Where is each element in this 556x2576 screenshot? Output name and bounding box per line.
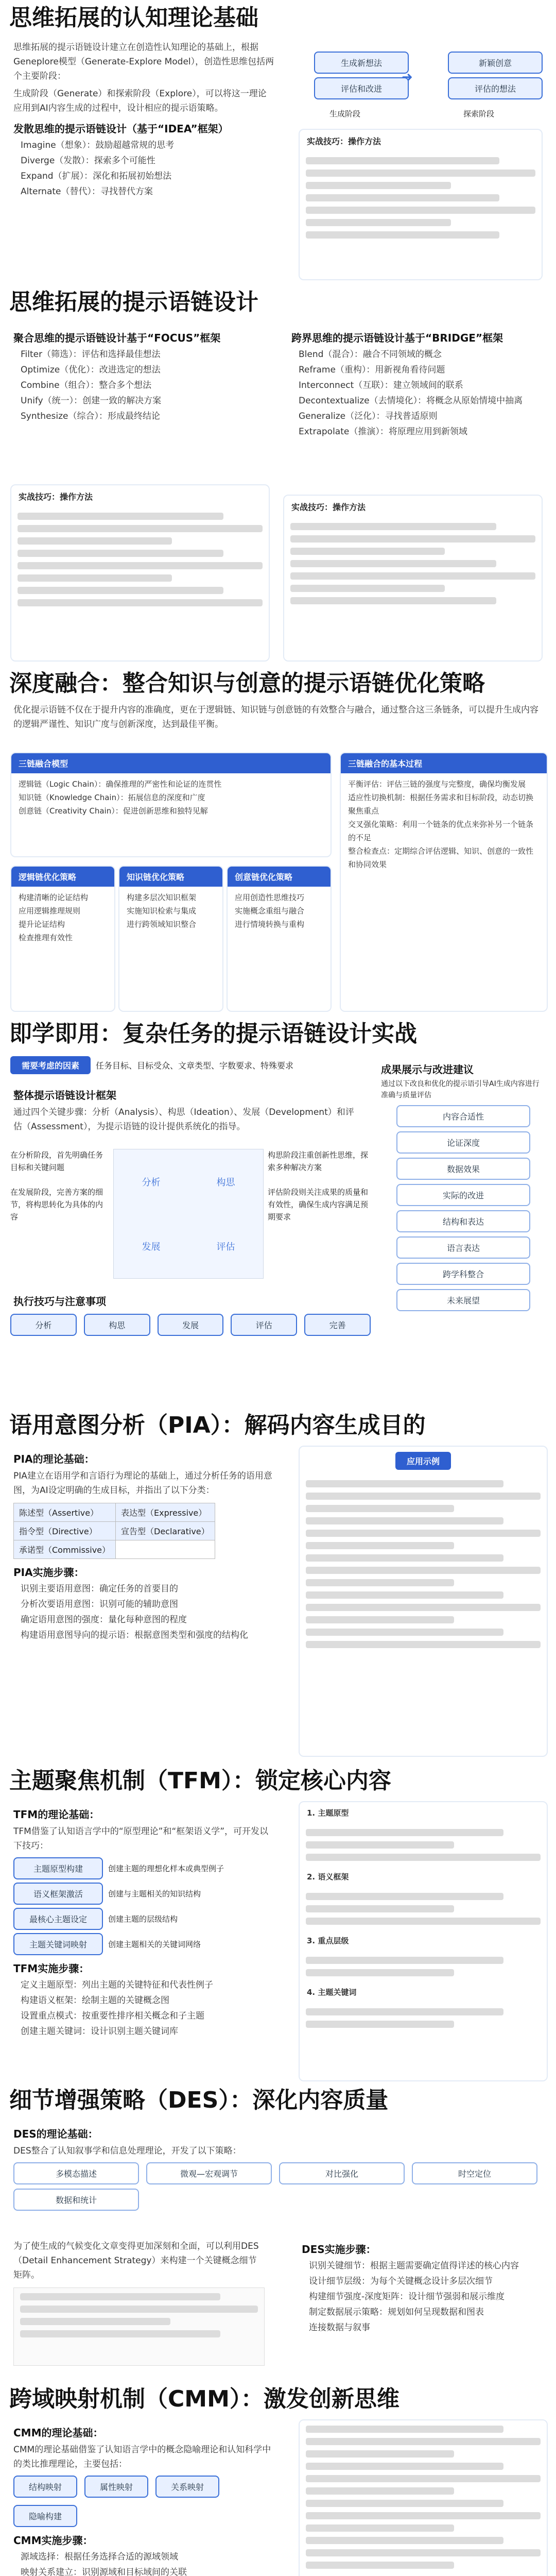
diagram-node: 评估的想法: [448, 77, 543, 99]
list-item: Decontextualize（去情境化）：将概念从原始情境中抽离: [299, 396, 523, 406]
card-header: 三链融合模型: [11, 753, 331, 773]
card-title: 实战技巧：操作方法: [291, 502, 366, 512]
paragraph: 生成阶段（Generate）和探索阶段（Explore），可以将这一理论应用到AI内容生成的过程中，设计相应的提示语策略。: [13, 89, 267, 113]
example-card: [299, 129, 543, 280]
example-card: [10, 484, 270, 662]
flow-step: 分析: [10, 1314, 77, 1336]
section-title: 深度融合：整合知识与创意的提示语链优化策略: [9, 670, 485, 697]
logic-strategy-card: [10, 866, 115, 1012]
strategy-box: 对比强化: [279, 2162, 405, 2184]
eval-item: 数据效果: [396, 1158, 530, 1180]
note-text: 构思阶段注重创新性思维，探索多种解决方案: [268, 1150, 369, 1172]
quadrant-diagram: [113, 1149, 264, 1279]
strategy-box: 微观—宏观调节: [146, 2162, 272, 2184]
eval-item: 内容合适性: [396, 1105, 530, 1127]
list-item: 源域选择：根据任务选择合适的源域领域: [21, 2552, 178, 2562]
strategy-box: 多模态描述: [13, 2162, 139, 2184]
list-item: Diverge（发散）：探索多个可能性: [21, 156, 155, 166]
section-tfm: [0, 1767, 556, 2087]
eval-item: 结构和表达: [396, 1210, 530, 1232]
card-header: 知识链优化策略: [119, 867, 222, 887]
factor-text: 任务目标、目标受众、文章类型、字数要求、特殊要求: [96, 1061, 294, 1071]
technique-label: 主题原型构建: [13, 1857, 103, 1879]
mapping-type: 隐喻构建: [13, 2505, 77, 2527]
list-item: Interconnect（互联）：建立领域间的联系: [299, 380, 463, 391]
list-item: 应用创造性思维技巧: [235, 893, 305, 902]
section-cognitive-theory: [0, 0, 556, 289]
subheading: PIA的理论基础：: [13, 1453, 95, 1465]
list-item: Unify（统一）：创建一致的解决方案: [21, 396, 162, 406]
table-cell: 宣告型（Declarative）: [116, 1522, 215, 1540]
mapping-type: 属性映射: [84, 2476, 148, 2498]
list-item: 设计细节层级：为每个关键概念设计多层次细节: [309, 2276, 493, 2286]
section-prompt-chain: [0, 289, 556, 670]
technique-desc: 创建与主题相关的知识结构: [108, 1889, 201, 1899]
technique-desc: 创建主题相关的关键词网络: [108, 1940, 201, 1949]
technique-desc: 创建主题的理想化样本或典型例子: [108, 1864, 224, 1873]
diagram-label: 探索阶段: [463, 109, 495, 118]
chain-model-card: [10, 752, 332, 857]
subheading: 执行技巧与注意事项: [13, 1295, 106, 1308]
list-item: 进行情境转换与重构: [235, 920, 305, 929]
technique-label: 最核心主题设定: [13, 1908, 103, 1930]
speech-act-table: [13, 1503, 215, 1559]
list-item: Reframe（重构）：用新视角看待问题: [299, 365, 445, 375]
list-item: 创意链（Creativity Chain）：促进创新思维和独特见解: [19, 806, 208, 816]
flow-step: 完善: [304, 1314, 371, 1336]
list-item: 逻辑链（Logic Chain）：确保推理的严密性和论证的连贯性: [19, 779, 222, 789]
list-item: 制定数据展示策略：规划如何呈现数据和图表: [309, 2307, 484, 2317]
list-item: 进行跨领域知识整合: [127, 920, 197, 929]
example-card: [299, 2419, 548, 2576]
technique-desc: 创建主题的层级结构: [108, 1914, 178, 1924]
example-card: [299, 1801, 548, 2081]
list-item: 整合检查点：定期综合评估逻辑、知识、创意的一致性和协同效果: [348, 846, 534, 869]
table-cell: [116, 1540, 215, 1559]
section-cmm: [0, 2385, 556, 2576]
section-pia: [0, 1412, 556, 1767]
example-heading: 2. 语义框架: [307, 1872, 349, 1882]
paragraph: 通过四个关键步骤：分析（Analysis）、构思（Ideation）、发展（Development）和评估（Assessment），为提示语链的设计提供系统化的指导。: [13, 1107, 354, 1132]
section-deep-fusion: [0, 670, 556, 1020]
subheading: TFM的理论基础：: [13, 1808, 100, 1821]
table-cell: 承诺型（Commissive）: [14, 1540, 116, 1559]
diagram-node: 评估和改进: [314, 77, 409, 99]
example-heading: 3. 重点层级: [307, 1936, 349, 1945]
note-text: 通过以下改良和优化的提示语引导AI生成内容进行准确与质量评估: [381, 1080, 540, 1099]
paragraph: PIA建立在语用学和言语行为理论的基础上，通过分析任务的语用意图，为AI设定明确的生成目标，并指出了以下分类：: [13, 1471, 272, 1496]
list-item: 分析次要语用意图：识别可能的辅助意图: [21, 1599, 178, 1609]
table-cell: 陈述型（Assertive）: [14, 1503, 116, 1522]
strategy-box: 时空定位: [412, 2162, 537, 2184]
quadrant: 评估: [188, 1214, 263, 1278]
flow-step: 评估: [231, 1314, 297, 1336]
example-card: [283, 495, 543, 662]
subheading: 成果展示与改进建议: [381, 1063, 474, 1076]
card-header: 逻辑链优化策略: [11, 867, 114, 887]
example-heading: 4. 主题关键词: [307, 1988, 357, 1997]
list-item: 确定语用意图的强度：量化每种意图的程度: [21, 1615, 187, 1625]
knowledge-strategy-card: [118, 866, 223, 1012]
table-cell: 指令型（Directive）: [14, 1522, 116, 1540]
arrow-right-icon: ➜: [402, 70, 413, 85]
note-text: 在发展阶段，完善方案的细节，将构思转化为具体的内容: [10, 1188, 103, 1222]
intro-text: 思维拓展的提示语链设计建立在创造性认知理论的基础上，根据Geneplore模型（Generate-Explore Model），创造性思维包括两个主要阶段：: [13, 42, 274, 81]
quadrant: 分析: [114, 1149, 189, 1214]
section-practice: [0, 1020, 556, 1412]
technique-label: 主题关键词映射: [13, 1933, 103, 1955]
flow-row: [10, 1314, 371, 1336]
technique-label: 语义框架激活: [13, 1883, 103, 1905]
list-item: 实施知识检索与集成: [127, 906, 197, 916]
list-item: Extrapolate（推演）：将原理应用到新领域: [299, 427, 467, 437]
example-pill: 应用示例: [395, 1452, 451, 1470]
note-text: 评估阶段则关注成果的质量和有效性，确保生成内容满足预期要求: [268, 1188, 369, 1222]
paragraph: CMM的理论基础借鉴了认知语言学中的概念隐喻理论和认知科学中的类比推理理论，主要包括：: [13, 2445, 271, 2469]
eval-item: 论证深度: [396, 1131, 530, 1154]
list-item: Synthesize（综合）：形成最终结论: [21, 411, 160, 421]
section-des: [0, 2087, 556, 2385]
list-item: 知识链（Knowledge Chain）：拓展信息的深度和广度: [19, 793, 205, 802]
list-item: Imagine（想象）：鼓励超越常规的思考: [21, 140, 175, 150]
list-item: 平衡评估：评估三链的强度与完整度，确保均衡发展: [348, 779, 526, 789]
list-item: 连接数据与叙事: [309, 2323, 370, 2333]
subheading: TFM实施步骤：: [13, 1962, 90, 1975]
example-heading: 1. 主题原型: [307, 1808, 349, 1818]
card-title: 实战技巧：操作方法: [19, 492, 93, 502]
note-text: 在分析阶段，首先明确任务目标和关键问题: [10, 1150, 103, 1172]
list-item: 交叉强化策略：利用一个链条的优点来弥补另一个链条的不足: [348, 820, 534, 842]
subheading: DES实施步骤：: [302, 2243, 376, 2256]
section-title: 思维拓展的提示语链设计: [9, 289, 258, 315]
factor-label: 需要考虑的因素: [10, 1056, 91, 1074]
intro-text: 优化提示语链不仅在于提升内容的准确度，更在于逻辑链、知识链与创意链的有效整合与融合，通过整合这三条链条，可以提升生成内容的逻辑严谨性、知识广度与创新深度，达到最佳平衡。: [13, 705, 538, 730]
list-item: 应用逻辑推理规则: [19, 906, 81, 916]
list-item: Alternate（替代）：寻找替代方案: [21, 187, 153, 197]
diagram-node: 生成新想法: [314, 52, 409, 74]
list-item: Generalize（泛化）：寻找普适原则: [299, 411, 438, 421]
subheading: DES的理论基础：: [13, 2128, 98, 2140]
section-title: 即学即用：复杂任务的提示语链设计实战: [9, 1021, 417, 1047]
list-item: 构建细节强度-深度矩阵：设计细节强弱和展示维度: [309, 2292, 505, 2302]
section-title: 主题聚焦机制（TFM）：锁定核心内容: [9, 1768, 391, 1794]
card-title: 实战技巧：操作方法: [307, 137, 381, 146]
card-header: 三链融合的基本过程: [341, 753, 547, 773]
eval-item: 跨学科整合: [396, 1263, 530, 1285]
list-item: 识别主要语用意图：确定任务的首要目的: [21, 1584, 178, 1594]
subheading: 聚合思维的提示语链设计基于“FOCUS”框架: [13, 332, 221, 344]
list-item: 检查推理有效性: [19, 933, 73, 942]
diagram-label: 生成阶段: [329, 109, 361, 118]
creativity-strategy-card: [227, 866, 332, 1012]
eval-item: 实际的改进: [396, 1184, 530, 1206]
paragraph: TFM借鉴了认知语言学中的“原型理论”和“框架语义学”，可开发以下技巧：: [13, 1826, 269, 1851]
section-title: 思维拓展的认知理论基础: [9, 5, 258, 31]
list-item: Combine（组合）：整合多个想法: [21, 380, 152, 391]
section-title: 跨域映射机制（CMM）：激发创新思维: [9, 2386, 399, 2412]
list-item: 构建多层次知识框架: [127, 893, 197, 902]
list-item: 创建主题关键词：设计识别主题关键词库: [21, 2026, 178, 2037]
diagram-node: 新颖创意: [448, 52, 543, 74]
list-item: 实施概念重组与融合: [235, 906, 305, 916]
list-item: 定义主题原型：列出主题的关键特征和代表性例子: [21, 1980, 213, 1990]
subheading: 跨界思维的提示语链设计基于“BRIDGE”框架: [291, 332, 503, 344]
list-item: Expand（扩展）：深化和拓展初始想法: [21, 171, 172, 181]
example-card: [299, 1446, 548, 1757]
quadrant: 构思: [188, 1149, 263, 1214]
list-item: 映射关系建立：识别源域和目标域间的关联: [21, 2567, 187, 2576]
card-header: 创意链优化策略: [228, 867, 331, 887]
subheading: CMM实施步骤：: [13, 2534, 93, 2547]
paragraph: DES整合了认知叙事学和信息处理理论，开发了以下策略：: [13, 2146, 241, 2156]
subheading: PIA实施步骤：: [13, 1566, 84, 1579]
flow-step: 发展: [158, 1314, 224, 1336]
list-item: 构建语义框架：绘制主题的关键概念图: [21, 1995, 169, 2006]
eval-item: 未来展望: [396, 1289, 530, 1311]
list-item: 提升论证结构: [19, 920, 65, 929]
list-item: Blend（混合）：融合不同领域的概念: [299, 349, 442, 360]
list-item: 适应性切换机制：根据任务需求和目标阶段，动态切换聚焦重点: [348, 793, 534, 816]
strategy-box: 数据和统计: [13, 2189, 139, 2211]
subheading: 整体提示语链设计框架: [13, 1089, 116, 1101]
list-item: 构建清晰的论证结构: [19, 893, 89, 902]
list-item: 构建语用意图导向的提示语：根据意图类型和强度的结构化: [21, 1630, 248, 1640]
section-title: 细节增强策略（DES）：深化内容质量: [9, 2087, 389, 2113]
subheading: CMM的理论基础：: [13, 2427, 103, 2439]
mapping-type: 结构映射: [13, 2476, 77, 2498]
list-item: Optimize（优化）：改进选定的想法: [21, 365, 161, 375]
mapping-type: 关系映射: [155, 2476, 219, 2498]
paragraph: 为了使生成的气候变化文章变得更加深刻和全面，可以利用DES（Detail Enhancement Strategy）来构建一个关键概念细节矩阵。: [13, 2241, 259, 2280]
list-item: 设置重点模式：按重要性排序相关概念和子主题: [21, 2011, 204, 2021]
list-item: Filter（筛选）：评估和选择最佳想法: [21, 349, 161, 360]
quadrant: 发展: [114, 1214, 189, 1278]
table-cell: 表达型（Expressive）: [116, 1503, 215, 1522]
section-title: 语用意图分析（PIA）：解码内容生成目的: [9, 1412, 426, 1438]
eval-item: 语言表达: [396, 1236, 530, 1259]
flow-step: 构思: [84, 1314, 150, 1336]
subheading: 发散思维的提示语链设计（基于“IDEA”框架）: [13, 123, 229, 135]
list-item: 识别关键细节：根据主题需要确定值得详述的核心内容: [309, 2261, 519, 2271]
detail-matrix-image: [13, 2287, 265, 2366]
fusion-process-card: [340, 752, 548, 1012]
